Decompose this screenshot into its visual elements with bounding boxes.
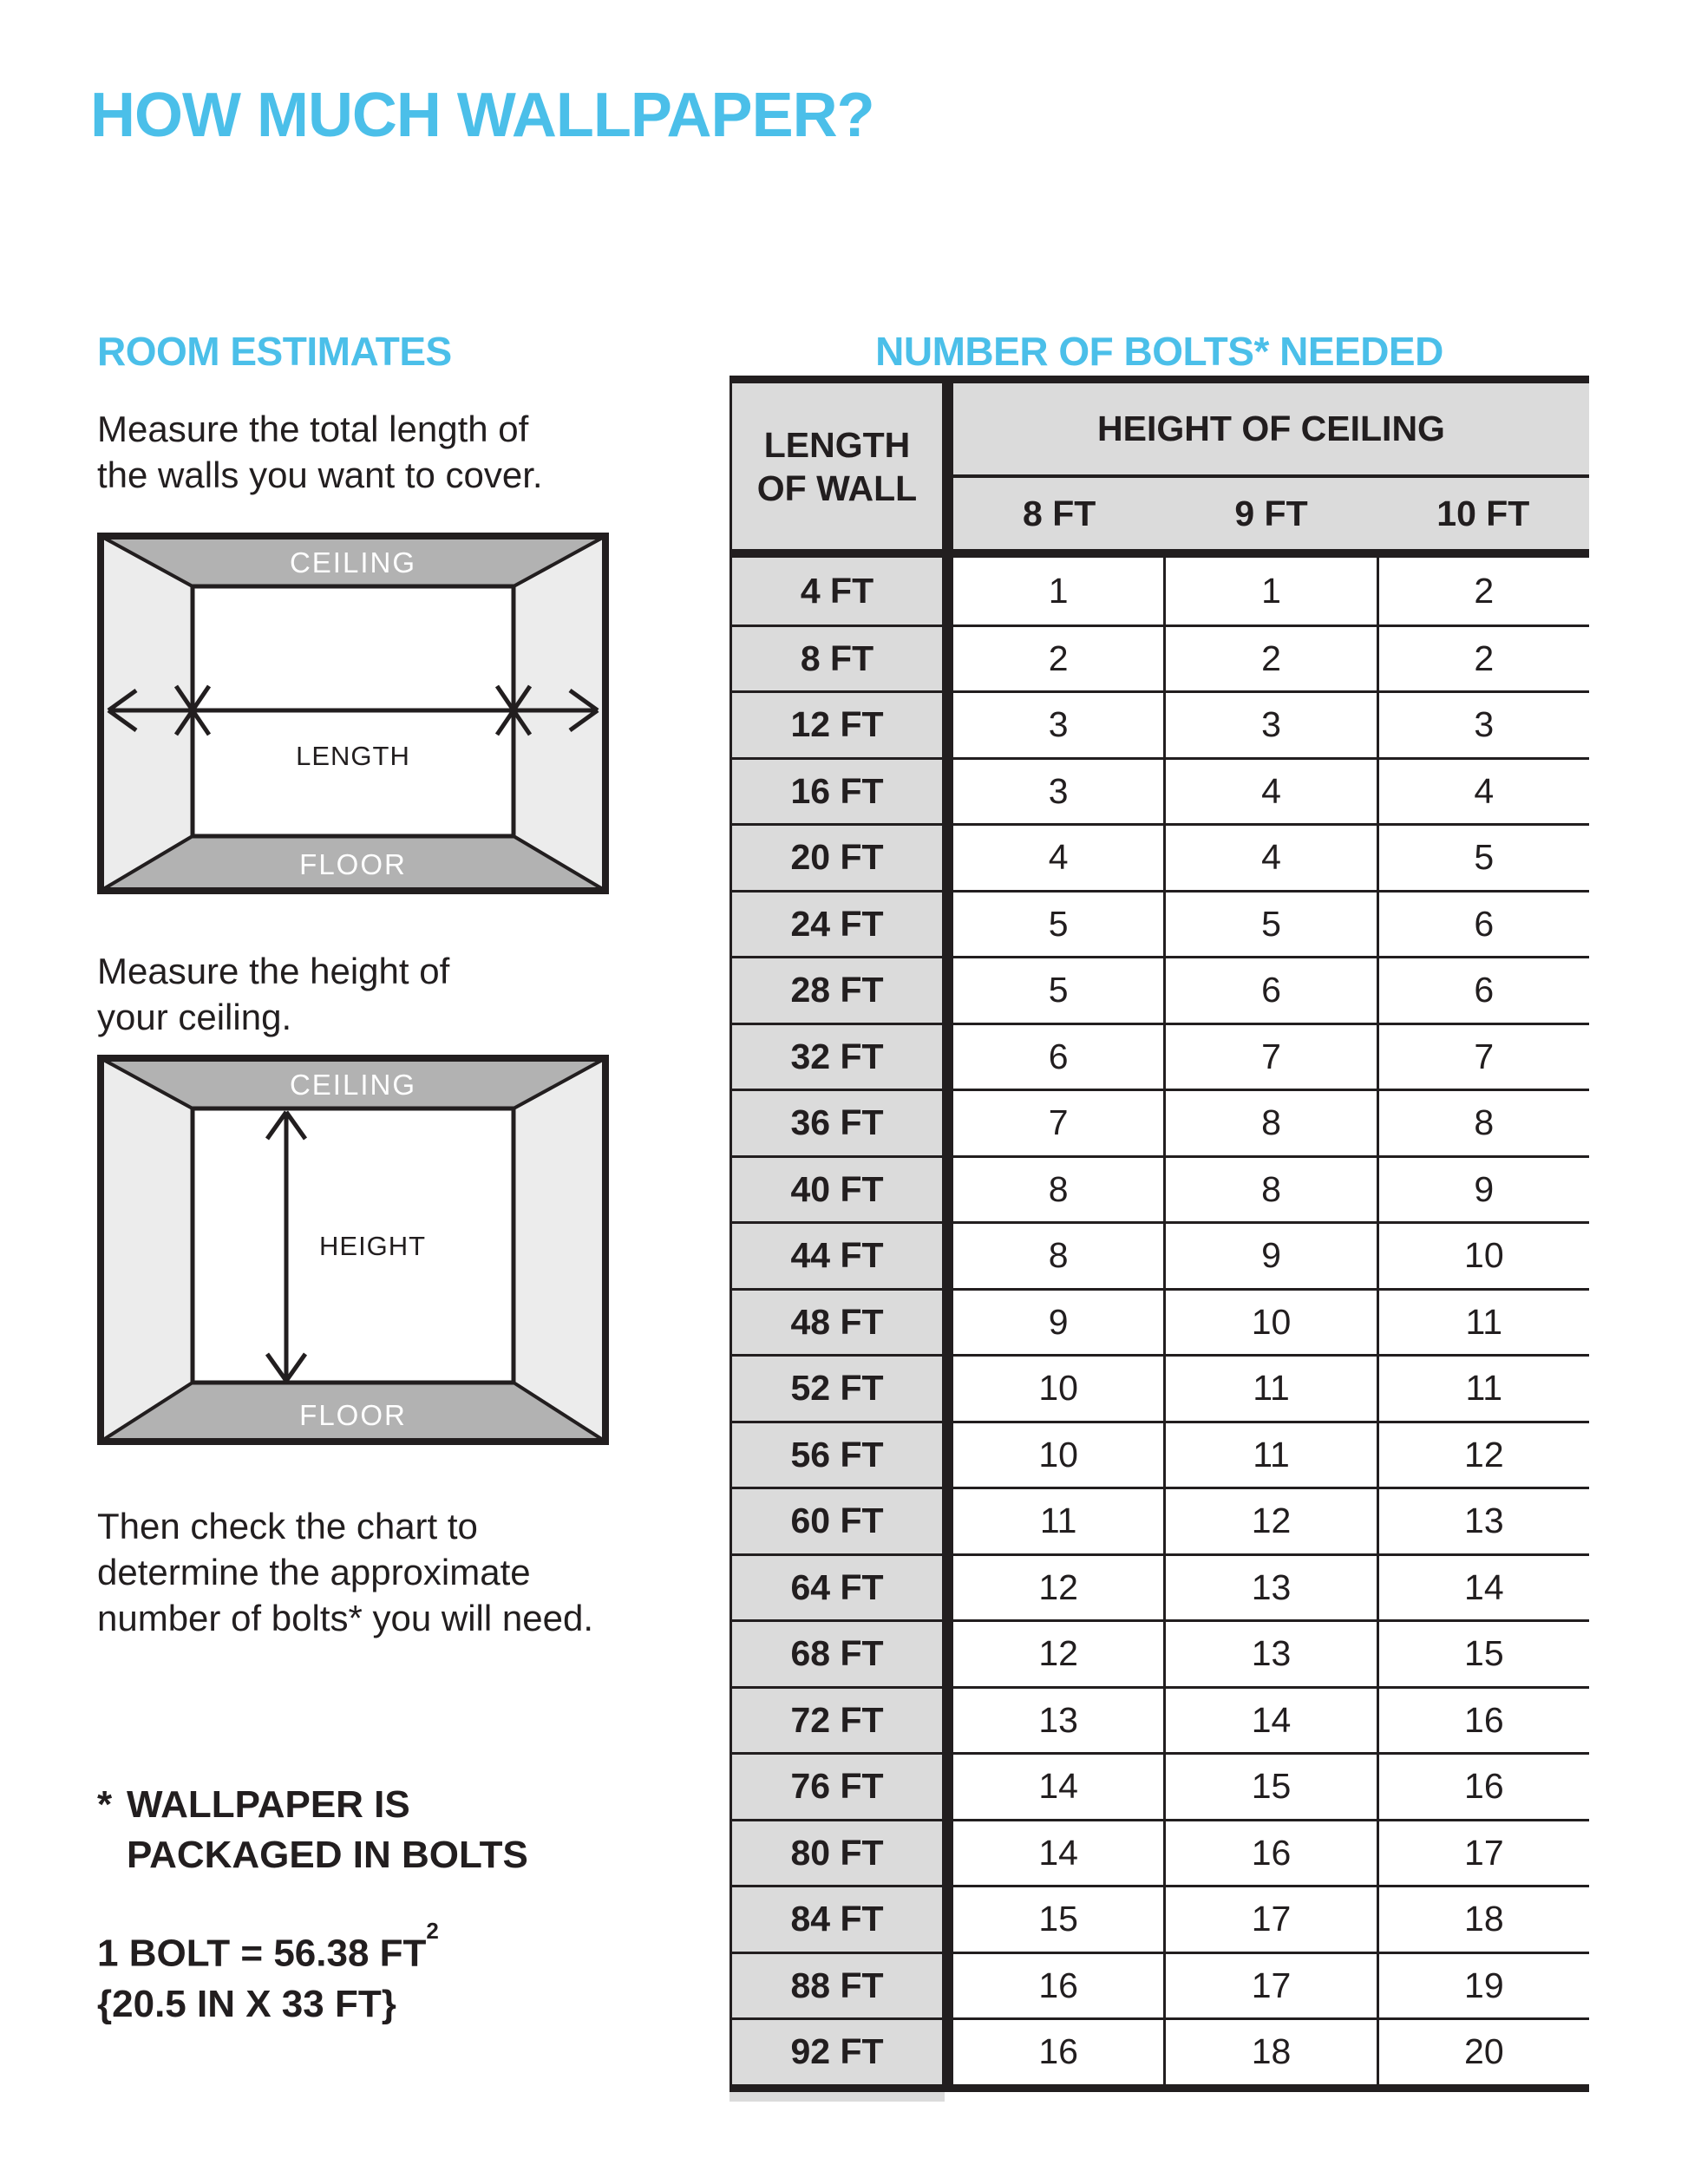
table-row: [730, 1155, 1589, 1222]
value-cell: 6: [1163, 958, 1376, 1023]
value-cell: 9: [953, 1291, 1163, 1355]
row-label: 24 FT: [730, 893, 942, 957]
column-divider: [942, 1887, 953, 1952]
table-row: [730, 1354, 1589, 1421]
row-label: 60 FT: [730, 1489, 942, 1553]
value-cell: 16: [953, 2020, 1163, 2084]
row-label: 8 FT: [730, 627, 942, 691]
table-row: [730, 1421, 1589, 1488]
value-cell: 10: [1377, 1224, 1589, 1288]
value-cell: 7: [1163, 1025, 1376, 1089]
value-cell: 13: [1163, 1556, 1376, 1620]
column-divider: [942, 693, 953, 757]
value-cell: 7: [953, 1091, 1163, 1155]
value-cell: 6: [1377, 893, 1589, 957]
table-bottom-border: [730, 2084, 1589, 2092]
table-row: [730, 690, 1589, 757]
row-header-cell: [730, 383, 942, 549]
step1-line2: the walls you want to cover.: [97, 454, 543, 495]
table-row: [730, 890, 1589, 957]
column-divider: [942, 1821, 953, 1886]
value-cell: 13: [1163, 1622, 1376, 1686]
column-divider: [942, 1158, 953, 1222]
column-divider: [942, 1689, 953, 1753]
step3-line1: Then check the chart to: [97, 1506, 478, 1546]
value-cell: 8: [1377, 1091, 1589, 1155]
row-label: 92 FT: [730, 2020, 942, 2084]
floor-label: FLOOR: [299, 1399, 407, 1431]
column-header-10ft: 10 FT: [1436, 493, 1530, 533]
value-cell: 1: [1163, 558, 1376, 624]
table-row: [730, 1023, 1589, 1089]
footnote-asterisk: *: [97, 1783, 113, 1826]
value-cell: 14: [1163, 1689, 1376, 1753]
value-cell: 17: [1163, 1954, 1376, 2018]
row-header-line2: OF WALL: [756, 468, 918, 508]
row-label: 80 FT: [730, 1821, 942, 1886]
column-divider: [942, 893, 953, 957]
table-row: [730, 1885, 1589, 1952]
value-cell: 3: [1377, 693, 1589, 757]
row-label: 56 FT: [730, 1423, 942, 1488]
column-divider: [942, 1755, 953, 1819]
value-cell: 1: [953, 558, 1163, 624]
bolts-table-title: NUMBER OF BOLTS* NEEDED: [875, 329, 1443, 374]
value-cell: 8: [953, 1158, 1163, 1222]
row-label: 84 FT: [730, 1887, 942, 1952]
row-label: 36 FT: [730, 1091, 942, 1155]
left-wall: [101, 1058, 193, 1442]
value-cell: 3: [1163, 693, 1376, 757]
value-cell: 11: [1163, 1423, 1376, 1488]
label-column-overhang: [730, 2092, 945, 2102]
value-cell: 10: [953, 1423, 1163, 1488]
value-cell: 18: [1377, 1887, 1589, 1952]
column-divider: [942, 1357, 953, 1421]
bolts-table-body: [730, 558, 1589, 2084]
value-cell: 8: [1163, 1091, 1376, 1155]
column-divider: [942, 760, 953, 824]
value-cell: 2: [1377, 558, 1589, 624]
step3-line3: number of bolts* you will need.: [97, 1598, 593, 1638]
step1-text: [97, 406, 543, 498]
step2-text: [97, 948, 449, 1040]
column-divider: [942, 558, 953, 624]
column-divider: [942, 1091, 953, 1155]
value-cell: 8: [953, 1224, 1163, 1288]
footnote-line2: PACKAGED IN BOLTS: [127, 1834, 528, 1876]
value-cell: 5: [1377, 826, 1589, 890]
table-row: [730, 757, 1589, 824]
row-label: 4 FT: [730, 558, 942, 624]
value-cell: 9: [1377, 1158, 1589, 1222]
value-cell: 12: [953, 1556, 1163, 1620]
value-cell: 5: [1163, 893, 1376, 957]
value-cell: 12: [953, 1622, 1163, 1686]
table-row: [730, 558, 1589, 624]
row-label: 64 FT: [730, 1556, 942, 1620]
value-cell: 15: [1377, 1622, 1589, 1686]
table-top-border: [730, 376, 1589, 383]
value-cell: 13: [953, 1689, 1163, 1753]
right-wall: [514, 1058, 605, 1442]
column-divider: [942, 958, 953, 1023]
value-cell: 5: [953, 893, 1163, 957]
header-body-separator: [730, 549, 1589, 558]
column-divider: [942, 627, 953, 691]
table-row: [730, 1487, 1589, 1553]
row-label: 76 FT: [730, 1755, 942, 1819]
column-divider: [942, 1556, 953, 1620]
value-cell: 12: [1377, 1423, 1589, 1488]
row-label: 52 FT: [730, 1357, 942, 1421]
value-cell: 11: [1163, 1357, 1376, 1421]
value-cell: 6: [1377, 958, 1589, 1023]
step2-line2: your ceiling.: [97, 997, 292, 1037]
value-cell: 9: [1163, 1224, 1376, 1288]
value-cell: 14: [953, 1821, 1163, 1886]
column-divider: [942, 1489, 953, 1553]
value-cell: 14: [953, 1755, 1163, 1819]
column-header-8ft: 8 FT: [1023, 493, 1096, 533]
value-cell: 6: [953, 1025, 1163, 1089]
length-label: LENGTH: [296, 741, 410, 771]
value-cell: 3: [953, 760, 1163, 824]
table-header: [730, 383, 1589, 549]
value-cell: 2: [953, 627, 1163, 691]
value-cell: 4: [1377, 760, 1589, 824]
table-row: [730, 1952, 1589, 2018]
bolts-table: [730, 376, 1589, 2102]
column-divider: [942, 1025, 953, 1089]
column-group-header: HEIGHT OF CEILING: [953, 383, 1589, 478]
footnote-line1: WALLPAPER IS: [127, 1783, 410, 1826]
row-label: 72 FT: [730, 1689, 942, 1753]
value-cell: 2: [1377, 627, 1589, 691]
step3-line2: determine the approximate: [97, 1552, 531, 1592]
column-divider: [942, 2020, 953, 2084]
column-divider: [942, 826, 953, 890]
table-row: [730, 1686, 1589, 1753]
value-cell: 16: [1377, 1689, 1589, 1753]
row-label: 48 FT: [730, 1291, 942, 1355]
value-cell: 5: [953, 958, 1163, 1023]
column-header-9ft: 9 FT: [1234, 493, 1308, 533]
table-row: [730, 1752, 1589, 1819]
column-divider: [942, 1291, 953, 1355]
ceiling-label: CEILING: [289, 546, 417, 579]
column-divider: [942, 1622, 953, 1686]
step3-text: [97, 1503, 593, 1641]
row-label: 44 FT: [730, 1224, 942, 1288]
squared-superscript: 2: [426, 1918, 439, 1944]
page-title: HOW MUCH WALLPAPER?: [90, 81, 874, 150]
value-cell: 7: [1377, 1025, 1589, 1089]
table-row: [730, 624, 1589, 691]
table-row: [730, 823, 1589, 890]
value-cell: 12: [1163, 1489, 1376, 1553]
value-cell: 19: [1377, 1954, 1589, 2018]
column-divider: [942, 1954, 953, 2018]
row-label: 40 FT: [730, 1158, 942, 1222]
value-cell: 3: [953, 693, 1163, 757]
row-label: 12 FT: [730, 693, 942, 757]
floor-label: FLOOR: [299, 848, 407, 880]
value-cell: 20: [1377, 2020, 1589, 2084]
value-cell: 4: [1163, 760, 1376, 824]
value-cell: 2: [1163, 627, 1376, 691]
bolt-size-note: [97, 1919, 439, 2030]
table-row: [730, 1553, 1589, 1620]
row-label: 28 FT: [730, 958, 942, 1023]
step1-line1: Measure the total length of: [97, 409, 529, 449]
height-label: HEIGHT: [319, 1231, 427, 1261]
wallpaper-bolts-footnote: [97, 1780, 528, 1880]
room-height-diagram: [97, 1055, 609, 1445]
value-cell: 17: [1163, 1887, 1376, 1952]
room-estimates-heading: ROOM ESTIMATES: [97, 329, 452, 374]
table-row: [730, 956, 1589, 1023]
row-label: 16 FT: [730, 760, 942, 824]
table-row: [730, 1089, 1589, 1155]
table-row: [730, 1221, 1589, 1288]
value-cell: 11: [1377, 1357, 1589, 1421]
table-row: [730, 1819, 1589, 1886]
value-cell: 14: [1377, 1556, 1589, 1620]
value-cell: 16: [1163, 1821, 1376, 1886]
value-cell: 8: [1163, 1158, 1376, 1222]
value-cell: 15: [953, 1887, 1163, 1952]
table-row: [730, 2017, 1589, 2084]
value-cell: 15: [1163, 1755, 1376, 1819]
row-label: 20 FT: [730, 826, 942, 890]
value-cell: 10: [1163, 1291, 1376, 1355]
value-cell: 11: [1377, 1291, 1589, 1355]
value-cell: 16: [1377, 1755, 1589, 1819]
ceiling-label: CEILING: [289, 1069, 417, 1101]
bolt-dimensions: {20.5 IN X 33 FT}: [97, 1982, 396, 2025]
column-divider: [942, 1224, 953, 1288]
value-cell: 17: [1377, 1821, 1589, 1886]
step2-line1: Measure the height of: [97, 951, 450, 991]
table-row: [730, 1288, 1589, 1355]
value-cell: 4: [1163, 826, 1376, 890]
row-label: 88 FT: [730, 1954, 942, 2018]
value-cell: 4: [953, 826, 1163, 890]
header-column-divider: [942, 383, 953, 549]
value-cell: 16: [953, 1954, 1163, 2018]
row-header-line1: LENGTH: [763, 424, 911, 465]
value-cell: 11: [953, 1489, 1163, 1553]
row-label: 32 FT: [730, 1025, 942, 1089]
row-label: 68 FT: [730, 1622, 942, 1686]
bolt-equation: 1 BOLT = 56.38 FT: [97, 1932, 427, 1975]
value-cell: 10: [953, 1357, 1163, 1421]
column-divider: [942, 1423, 953, 1488]
table-row: [730, 1619, 1589, 1686]
value-cell: 13: [1377, 1489, 1589, 1553]
room-length-diagram: [97, 533, 609, 894]
value-cell: 18: [1163, 2020, 1376, 2084]
